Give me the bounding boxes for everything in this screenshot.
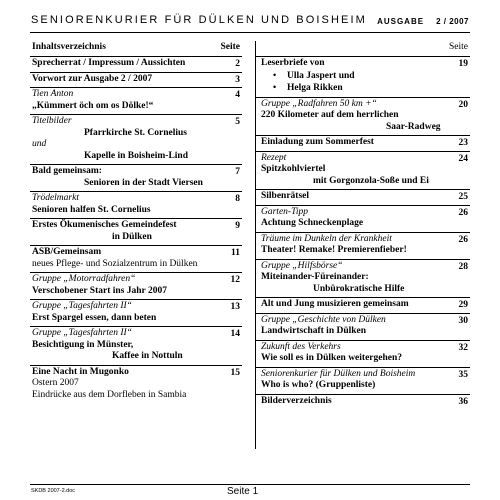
- entry-title: Bald gemeinsam:: [32, 166, 102, 176]
- entry-page: 13: [230, 302, 240, 312]
- page-column-heading: Seite: [449, 42, 468, 52]
- page-header: [30, 12, 470, 33]
- entry-category: Träume im Dunkeln der Krankheit: [261, 233, 392, 244]
- toc-entry: [256, 206, 470, 233]
- entry-page: 26: [458, 207, 468, 218]
- entry-title: Senioren halfen St. Cornelius: [32, 204, 151, 215]
- entry-bullet-item: • Ulla Jaspert und: [261, 70, 452, 83]
- entry-category: Zukunft des Verkehrs: [261, 341, 341, 352]
- page-column-heading: Seite: [220, 42, 240, 52]
- issue-label: AUSGABE: [377, 17, 425, 26]
- entry-page: 8: [235, 194, 240, 204]
- entry-title: ASB/Gemeinsam: [32, 247, 102, 257]
- toc-heading: Inhaltsverzeichnis: [32, 42, 106, 52]
- entry-category: Gruppe „Geschichte von Dülken: [261, 314, 386, 325]
- entry-title: Erstes Ökumenisches Gemeindefest: [32, 220, 177, 230]
- entry-category: Gruppe „Motorradfahren“: [32, 274, 136, 284]
- entry-page: 9: [235, 221, 240, 231]
- toc-entry: [30, 115, 242, 165]
- entry-page: 36: [458, 396, 468, 407]
- entry-page: 25: [458, 192, 468, 202]
- toc-entry: [256, 298, 470, 314]
- entry-category: Seniorenkurier für Dülken und Boisheim: [261, 368, 416, 379]
- entry-bullet-item: • Helga Rikken: [261, 82, 452, 95]
- toc-entry: [256, 395, 470, 410]
- entry-title: Alt und Jung musizieren gemeinsam: [261, 299, 409, 309]
- entry-page: 7: [235, 167, 240, 177]
- toc-entry: [30, 192, 242, 219]
- issue-number: 2 / 2007: [436, 17, 469, 26]
- entry-category: Rezept: [261, 152, 287, 163]
- entry-title: Sprecherrat / Impressum / Aussichten: [32, 58, 186, 68]
- toc-entry: [30, 57, 242, 73]
- entry-category: Gruppe „Radfahren 50 km +“: [261, 98, 377, 109]
- toc-entry: [256, 341, 470, 368]
- entry-page: 5: [235, 117, 240, 127]
- file-name: SKDB 2007-2.doc: [31, 488, 76, 494]
- entry-page: 20: [458, 99, 468, 110]
- entry-page: 4: [235, 90, 240, 100]
- toc-entry: [30, 300, 242, 327]
- entry-title: Bilderverzeichnis: [261, 395, 332, 406]
- entry-title: Landwirtschaft in Dülken: [261, 326, 367, 336]
- entry-title: Besichtigung in Münster,: [32, 339, 134, 350]
- toc-entry: [30, 327, 242, 366]
- entry-subtitle: Ostern 2007: [32, 378, 79, 388]
- entry-title: Pfarrkirche St. Cornelius: [84, 127, 187, 138]
- entry-subtitle: mit Gorgonzola-Soße und Ei: [313, 175, 429, 186]
- toc-left-header: [30, 41, 242, 57]
- publication-title: SENIORENKURIER FÜR DÜLKEN UND BOISHEIM: [31, 14, 367, 26]
- entry-title: Eine Nacht in Mugonko: [32, 366, 129, 377]
- entry-title: 220 Kilometer auf dem herrlichen: [261, 110, 399, 120]
- entry-page: 3: [235, 74, 240, 85]
- entry-category: Trödelmarkt: [32, 193, 79, 203]
- entry-title: Verschobener Start ins Jahr 2007: [32, 285, 167, 296]
- entry-category: Garten-Tipp: [261, 206, 308, 217]
- toc-left-column: [30, 41, 242, 403]
- entry-page: 30: [458, 315, 468, 326]
- entry-page: 29: [458, 300, 468, 310]
- entry-title: Theater! Remake! Premierenfieber!: [261, 245, 407, 255]
- entry-title: Silbenrätsel: [261, 191, 310, 201]
- entry-title: Einladung zum Sommerfest: [261, 137, 374, 147]
- entry-subtitle: Unbürokratische Hilfe: [313, 283, 405, 294]
- issue-info: [377, 17, 469, 26]
- entry-title: Achtung Schneckenplage: [261, 218, 364, 228]
- entry-title: Spitzkohlviertel: [261, 164, 326, 174]
- entry-page: 23: [458, 138, 468, 148]
- document-page: [30, 12, 470, 407]
- entry-title: Kapelle in Boisheim-Lind: [84, 150, 188, 161]
- entry-page: 14: [230, 329, 240, 339]
- toc-entry: [256, 57, 470, 98]
- toc-entry: [256, 260, 470, 299]
- toc-columns: [30, 41, 470, 449]
- entry-title: Vorwort zur Ausgabe 2 / 2007: [32, 73, 153, 84]
- entry-page: 12: [230, 275, 240, 285]
- toc-right-column: [255, 41, 470, 449]
- entry-title: Leserbriefe von: [261, 58, 325, 68]
- toc-entry: [30, 246, 242, 273]
- entry-page: 11: [231, 248, 240, 258]
- entry-subtitle: neues Pflege- und Sozialzentrum in Dülken: [32, 258, 198, 269]
- page-footer: [30, 484, 470, 499]
- toc-entry: [30, 73, 242, 89]
- entry-page: 28: [458, 261, 468, 272]
- toc-entry: [30, 366, 242, 404]
- entry-page: 26: [458, 234, 468, 245]
- toc-entry: [256, 190, 470, 206]
- entry-page: 19: [458, 59, 468, 69]
- entry-title: „Kümmert öch om os Dölke!“: [32, 100, 154, 111]
- entry-page: 32: [458, 342, 468, 353]
- entry-page: 24: [458, 153, 468, 164]
- entry-title: Who is who? (Gruppenliste): [261, 380, 376, 390]
- toc-entry: [30, 273, 242, 300]
- entry-page: 2: [235, 59, 240, 69]
- entry-category: Gruppe „Hilfsbörse“: [261, 260, 343, 271]
- toc-entry: [30, 165, 242, 192]
- entry-category: Gruppe „Tagesfahrten II“: [32, 328, 132, 338]
- entry-title: Erst Spargel essen, dann beten: [32, 312, 157, 323]
- toc-entry: [256, 98, 470, 137]
- toc-right-header: [256, 41, 470, 57]
- toc-entry: [256, 368, 470, 395]
- toc-entry: [30, 88, 242, 115]
- toc-entry: [256, 233, 470, 260]
- toc-entry: [256, 152, 470, 191]
- entry-title: Miteinander-Füreinander:: [261, 272, 369, 282]
- entry-subtitle: Kaffee in Nottuln: [112, 351, 183, 361]
- toc-entry: [256, 136, 470, 152]
- entry-page: 35: [458, 369, 468, 380]
- toc-entry: [30, 219, 242, 246]
- entry-page: 15: [230, 367, 240, 378]
- toc-entry: [256, 314, 470, 341]
- entry-conjunction: und: [32, 139, 47, 149]
- entry-category: Tien Anton: [32, 89, 74, 99]
- entry-category: Titelbilder: [32, 116, 72, 126]
- entry-category: Gruppe „Tagesfahrten II“: [32, 301, 132, 311]
- entry-title: Wie soll es in Dülken weitergehen?: [261, 353, 403, 363]
- page-number: Seite 1: [227, 486, 259, 497]
- entry-subtitle: Saar-Radweg: [386, 121, 441, 132]
- entry-description: Eindrücke aus dem Dorfleben in Sambia: [32, 389, 187, 400]
- entry-subtitle: Senioren in der Stadt Viersen: [84, 177, 203, 188]
- entry-subtitle: in Dülken: [112, 231, 152, 242]
